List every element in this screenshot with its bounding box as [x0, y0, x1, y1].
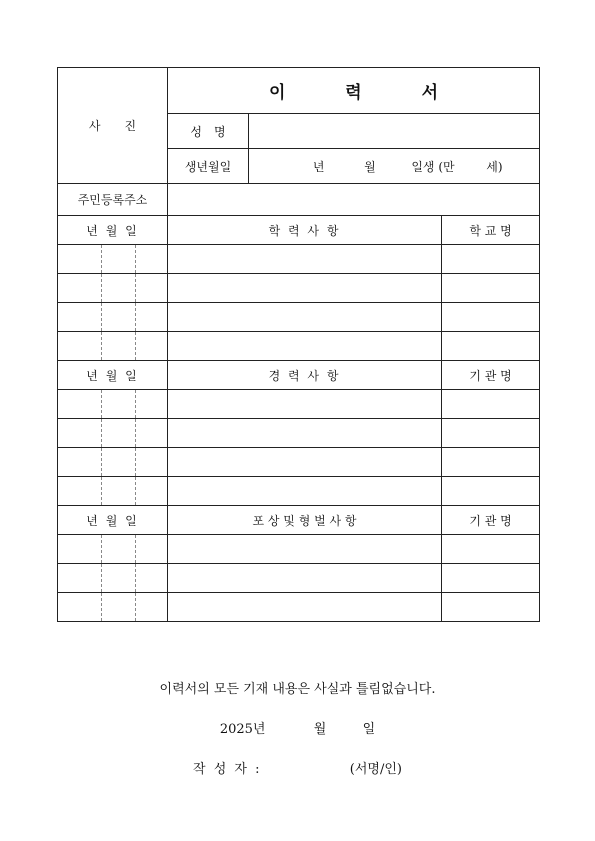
career-date-header: [58, 361, 168, 390]
career-row: [58, 419, 540, 448]
footer-day: 일: [362, 722, 376, 737]
name-field[interactable]: [249, 114, 540, 149]
photo-area[interactable]: [58, 68, 168, 184]
career-date-cell[interactable]: [58, 477, 168, 506]
date-divider: [135, 448, 136, 476]
resume-form: [57, 67, 539, 658]
education-row: [58, 245, 540, 274]
date-divider: [135, 245, 136, 273]
date-divider: [101, 564, 102, 592]
organization-name-cell[interactable]: [442, 477, 540, 506]
career-row: [58, 390, 540, 419]
date-divider: [101, 274, 102, 302]
date-divider: [135, 332, 136, 360]
education-row: [58, 303, 540, 332]
career-row: [58, 448, 540, 477]
birthdate-field[interactable]: [249, 149, 540, 184]
photo-label: 사 진: [88, 119, 137, 133]
career-detail-cell[interactable]: [168, 448, 442, 477]
awards-side-header: [442, 506, 540, 535]
awards-detail-cell[interactable]: [168, 564, 442, 593]
footer-year: 2025년: [219, 722, 266, 737]
address-label: [58, 184, 168, 216]
date-line: [0, 718, 595, 737]
signature-label: (서명/인): [349, 762, 402, 777]
awards-date-cell[interactable]: [58, 564, 168, 593]
education-date-cell[interactable]: [58, 332, 168, 361]
birth-day-unit: 일생 (만: [411, 159, 455, 174]
awards-row: [58, 535, 540, 564]
date-divider: [135, 593, 136, 621]
author-line: [0, 758, 595, 777]
education-date-cell[interactable]: [58, 303, 168, 332]
date-divider: [101, 303, 102, 331]
footer-month: 월: [313, 722, 327, 737]
date-divider: [135, 274, 136, 302]
date-divider: [135, 419, 136, 447]
awards-row: [58, 593, 540, 622]
date-divider: [135, 303, 136, 331]
career-detail-cell[interactable]: [168, 390, 442, 419]
education-main-header-text: 학 력 사 항: [268, 223, 341, 238]
name-label-text: 성 명: [190, 124, 226, 139]
awards-date-cell[interactable]: [58, 535, 168, 564]
birthdate-label: [168, 149, 249, 184]
career-detail-cell[interactable]: [168, 419, 442, 448]
education-row: [58, 274, 540, 303]
career-main-header: [168, 361, 442, 390]
education-detail-cell[interactable]: [168, 245, 442, 274]
awards-detail-cell[interactable]: [168, 593, 442, 622]
resume-table: [57, 67, 540, 622]
career-date-cell[interactable]: [58, 419, 168, 448]
school-name-cell[interactable]: [442, 303, 540, 332]
date-divider: [135, 535, 136, 563]
education-date-header-text: 년 월 일: [86, 223, 139, 238]
awards-date-cell[interactable]: [58, 593, 168, 622]
career-date-header-text: 년 월 일: [86, 368, 139, 383]
awards-row: [58, 564, 540, 593]
awards-side-header-text: 기 관 명: [469, 513, 512, 528]
career-side-header-text: 기 관 명: [469, 368, 512, 383]
date-divider: [101, 477, 102, 505]
date-divider: [135, 564, 136, 592]
school-name-cell[interactable]: [442, 245, 540, 274]
organization-name-cell[interactable]: [442, 390, 540, 419]
awards-date-header: [58, 506, 168, 535]
career-date-cell[interactable]: [58, 390, 168, 419]
title-char-1: 이: [269, 83, 286, 103]
awards-organization-cell[interactable]: [442, 535, 540, 564]
education-date-cell[interactable]: [58, 274, 168, 303]
awards-organization-cell[interactable]: [442, 593, 540, 622]
career-row: [58, 477, 540, 506]
awards-main-header-text: 포 상 및 형 벌 사 항: [252, 513, 357, 528]
education-main-header: [168, 216, 442, 245]
date-divider: [101, 593, 102, 621]
document-title: [168, 68, 540, 114]
birth-year-unit: 년: [312, 159, 325, 174]
birthdate-label-text: 생년월일: [184, 159, 232, 174]
career-detail-cell[interactable]: [168, 477, 442, 506]
title-char-2: 력: [345, 83, 362, 103]
birth-month-unit: 월: [364, 159, 376, 174]
date-divider: [101, 535, 102, 563]
education-row: [58, 332, 540, 361]
school-name-cell[interactable]: [442, 274, 540, 303]
school-name-cell[interactable]: [442, 332, 540, 361]
author-label: 작 성 자 :: [193, 762, 262, 777]
career-date-cell[interactable]: [58, 448, 168, 477]
address-field[interactable]: [168, 184, 540, 216]
date-divider: [135, 477, 136, 505]
organization-name-cell[interactable]: [442, 419, 540, 448]
career-main-header-text: 경 력 사 항: [268, 368, 341, 383]
education-detail-cell[interactable]: [168, 332, 442, 361]
education-detail-cell[interactable]: [168, 274, 442, 303]
education-date-header: [58, 216, 168, 245]
title-char-3: 서: [421, 83, 439, 103]
date-divider: [101, 448, 102, 476]
awards-date-header-text: 년 월 일: [86, 513, 139, 528]
date-divider: [101, 419, 102, 447]
education-detail-cell[interactable]: [168, 303, 442, 332]
date-divider: [135, 390, 136, 418]
awards-main-header: [168, 506, 442, 535]
education-side-header-text: 학 교 명: [469, 223, 512, 238]
name-label: [168, 114, 249, 149]
date-divider: [101, 332, 102, 360]
organization-name-cell[interactable]: [442, 448, 540, 477]
birth-age-unit: 세): [486, 159, 503, 174]
date-divider: [101, 390, 102, 418]
awards-detail-cell[interactable]: [168, 535, 442, 564]
awards-organization-cell[interactable]: [442, 564, 540, 593]
address-label-text: 주민등록주소: [77, 193, 148, 207]
education-side-header: [442, 216, 540, 245]
career-side-header: [442, 361, 540, 390]
certification-statement: [0, 678, 595, 697]
date-divider: [101, 245, 102, 273]
education-date-cell[interactable]: [58, 245, 168, 274]
statement-text: 이력서의 모든 기재 내용은 사실과 틀림없습니다.: [159, 682, 436, 697]
